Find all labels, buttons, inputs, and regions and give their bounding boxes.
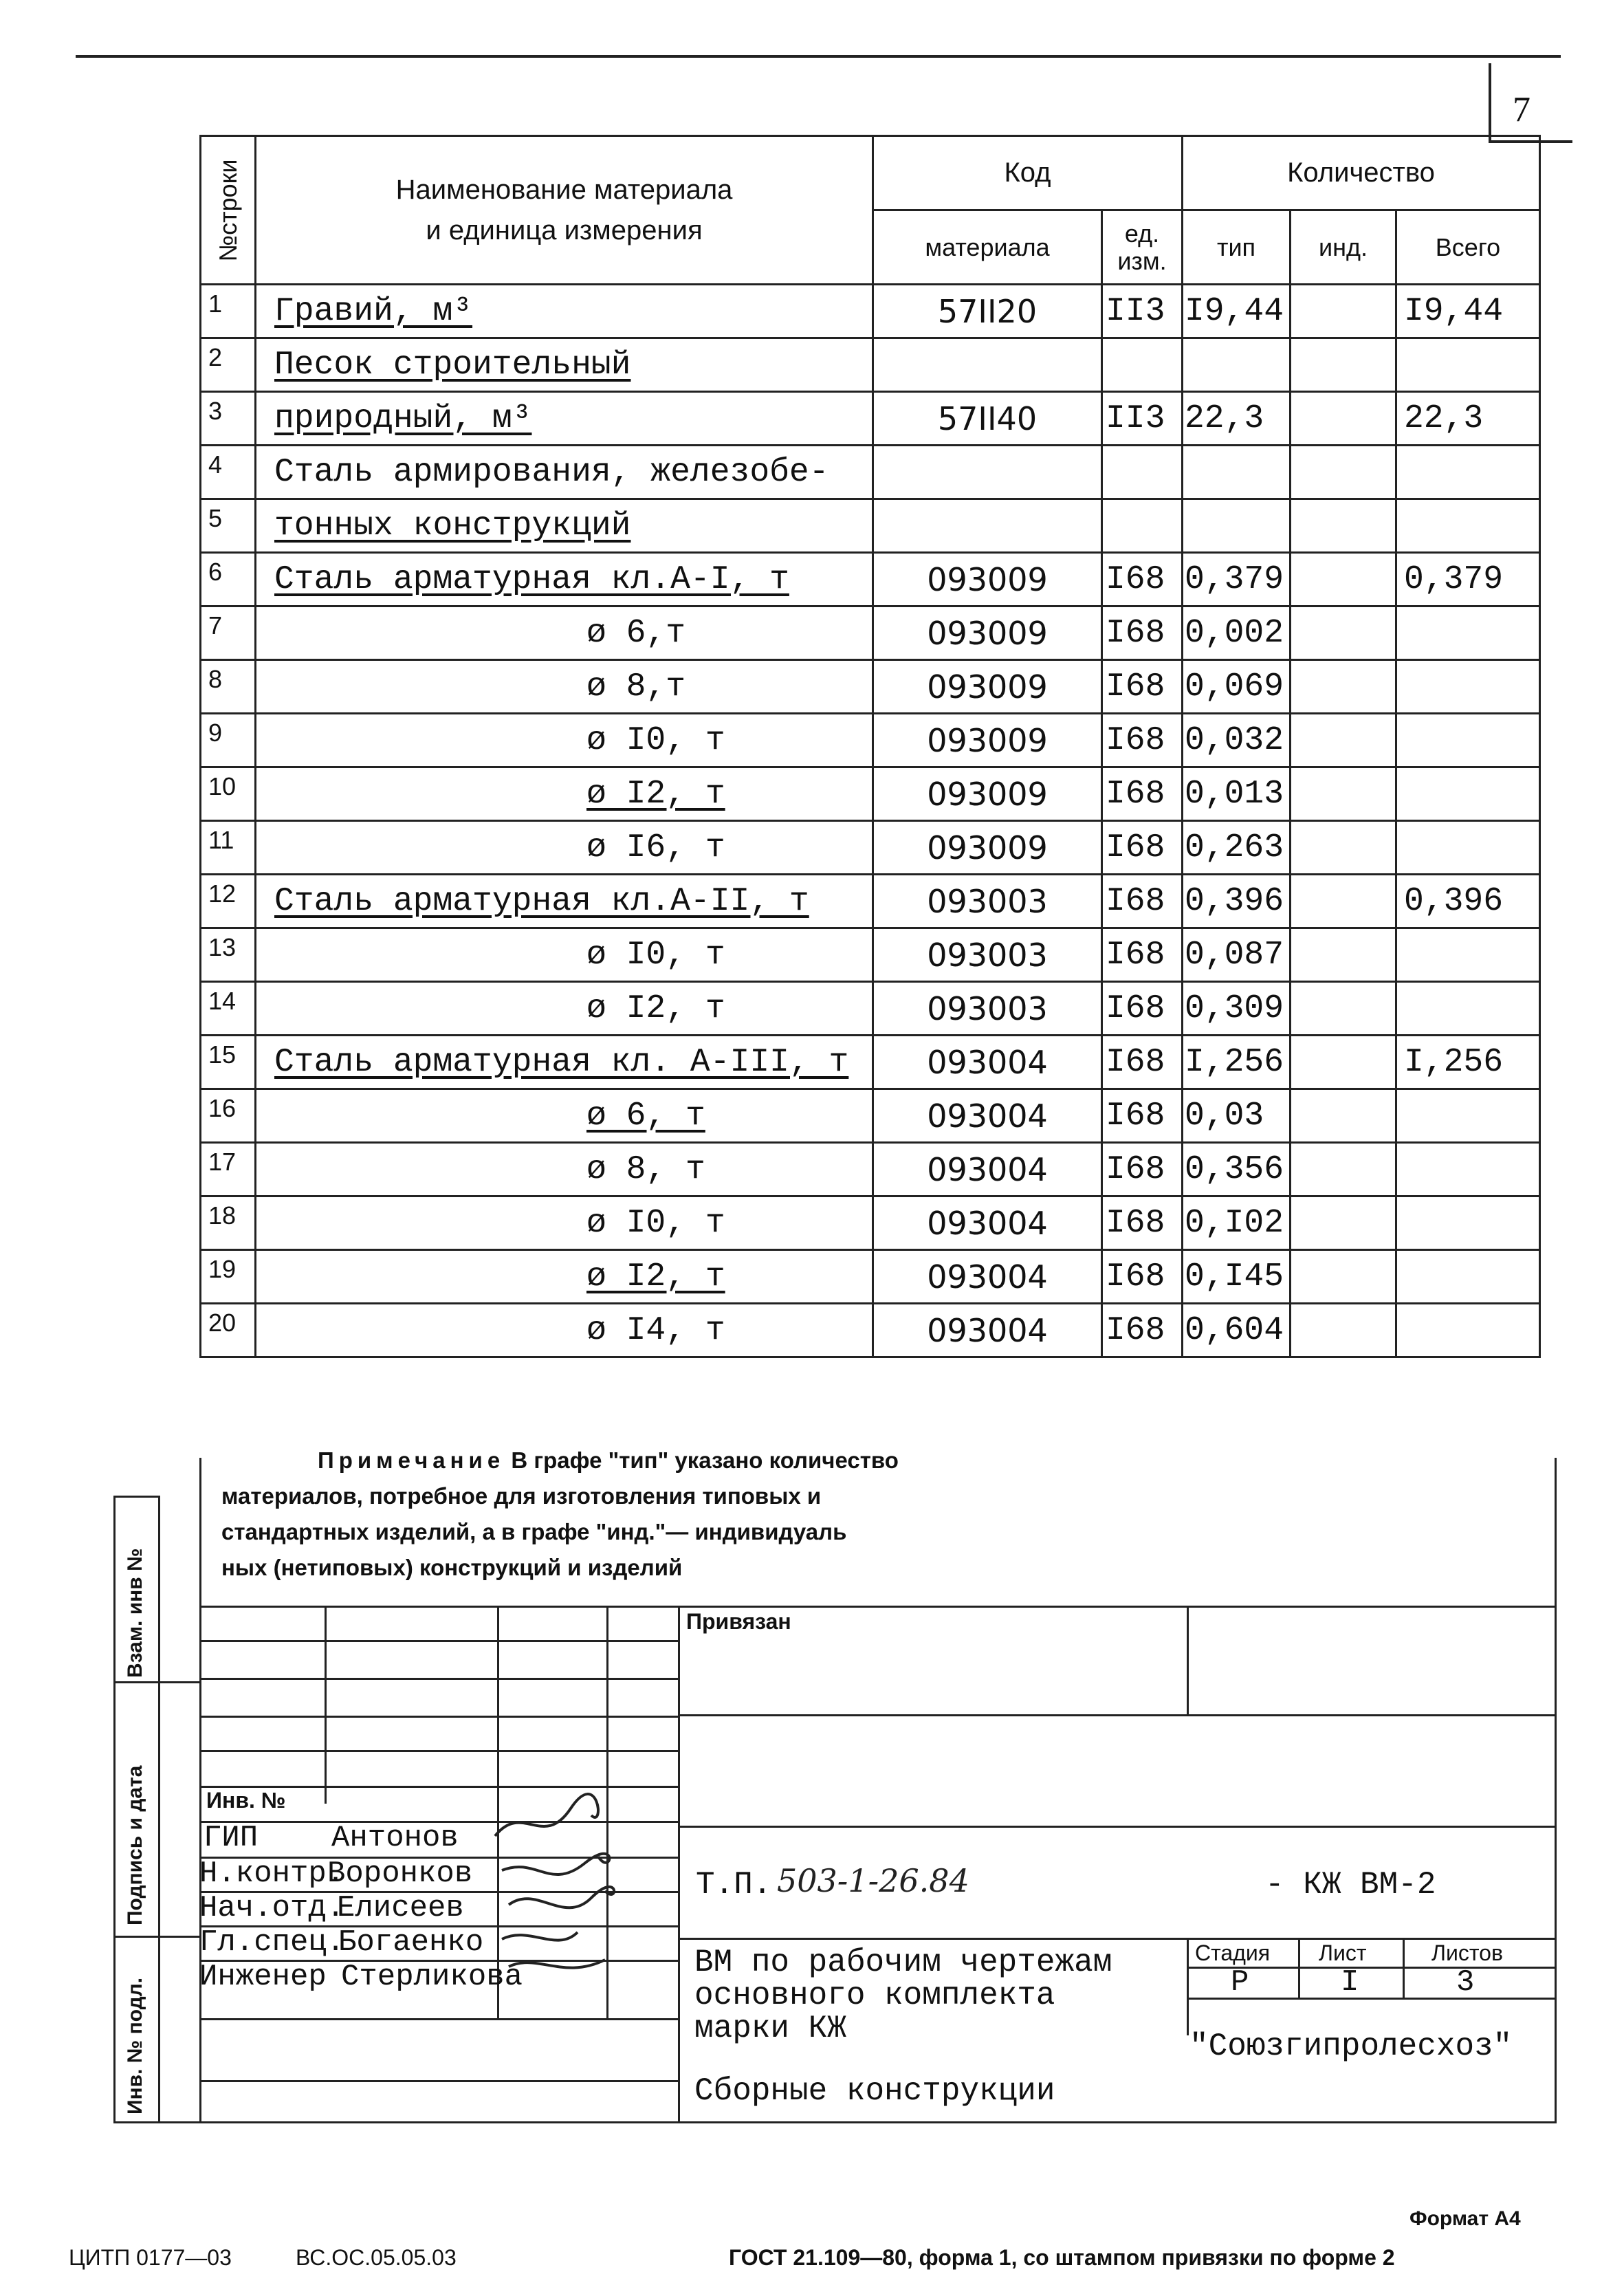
qty-type: 0,356 bbox=[1183, 1143, 1291, 1196]
table-row bbox=[201, 1250, 1540, 1304]
qty-total bbox=[1396, 714, 1540, 767]
privyazan-label: Привязан bbox=[686, 1609, 791, 1634]
side-label-podpis-data: Подпись и дата bbox=[124, 1765, 146, 1925]
row-number: 6 bbox=[201, 553, 256, 606]
header-row-number: №строки bbox=[201, 136, 256, 285]
staff-name: Богаенко bbox=[338, 1925, 484, 1960]
qty-total bbox=[1396, 606, 1540, 660]
row-number: 13 bbox=[201, 928, 256, 982]
top-border-line bbox=[76, 55, 1561, 58]
material-name: ø 8, т bbox=[256, 1143, 873, 1196]
unit-code: I68 bbox=[1102, 875, 1183, 928]
qty-type: 0,I02 bbox=[1183, 1196, 1291, 1250]
material-code: 093004 bbox=[873, 1250, 1102, 1304]
row-number: 1 bbox=[201, 285, 256, 338]
table-row bbox=[201, 338, 1540, 392]
material-name: природный, м³ bbox=[256, 392, 873, 446]
note-text: В графе "тип" указано количество bbox=[511, 1447, 899, 1473]
staff-role: Н.контр. bbox=[199, 1857, 345, 1891]
header-code: Код bbox=[873, 136, 1183, 210]
doc-subtitle: Сборные конструкции bbox=[694, 2073, 1055, 2109]
qty-type: 0,002 bbox=[1183, 606, 1291, 660]
qty-type: 0,069 bbox=[1183, 660, 1291, 714]
material-code: 093004 bbox=[873, 1089, 1102, 1143]
footer-left: ЦИТП 0177—03 bbox=[69, 2245, 232, 2270]
qty-ind bbox=[1291, 982, 1396, 1036]
material-name: ø I4, т bbox=[256, 1304, 873, 1357]
table-row bbox=[201, 1304, 1540, 1357]
staff-name: Елисеев bbox=[337, 1891, 464, 1925]
note-title: Примечание bbox=[318, 1447, 505, 1473]
material-code: 093004 bbox=[873, 1036, 1102, 1089]
qty-type bbox=[1183, 338, 1291, 392]
unit-code: I68 bbox=[1102, 553, 1183, 606]
unit-code: I68 bbox=[1102, 1143, 1183, 1196]
qty-type: 0,604 bbox=[1183, 1304, 1291, 1357]
format-label: Формат А4 bbox=[1409, 2207, 1521, 2230]
qty-ind bbox=[1291, 1089, 1396, 1143]
qty-ind bbox=[1291, 1143, 1396, 1196]
doc-prefix: Т.П. bbox=[696, 1867, 772, 1903]
qty-ind bbox=[1291, 338, 1396, 392]
table-row bbox=[201, 606, 1540, 660]
qty-total bbox=[1396, 446, 1540, 499]
table-row bbox=[201, 714, 1540, 767]
row-number: 12 bbox=[201, 875, 256, 928]
qty-ind bbox=[1291, 392, 1396, 446]
qty-total bbox=[1396, 1089, 1540, 1143]
note-block bbox=[221, 1443, 1046, 1586]
qty-type: 0,I45 bbox=[1183, 1250, 1291, 1304]
material-code: 093004 bbox=[873, 1143, 1102, 1196]
unit-code: I68 bbox=[1102, 767, 1183, 821]
staff-role: ГИП bbox=[204, 1821, 259, 1855]
material-name: ø I0, т bbox=[256, 714, 873, 767]
unit-code: I68 bbox=[1102, 1036, 1183, 1089]
staff-name: Воронков bbox=[327, 1857, 473, 1891]
header-name: Наименование материала и единица измерения bbox=[256, 136, 873, 285]
material-name: ø I2, т bbox=[256, 1250, 873, 1304]
stage-label: Стадия bbox=[1195, 1940, 1271, 1965]
material-name: ø I0, т bbox=[256, 1196, 873, 1250]
sheets-label: Листов bbox=[1431, 1940, 1503, 1965]
material-code: 093009 bbox=[873, 660, 1102, 714]
qty-total: 22,3 bbox=[1396, 392, 1540, 446]
row-number: 17 bbox=[201, 1143, 256, 1196]
material-name: ø 8,т bbox=[256, 660, 873, 714]
material-name: Сталь арматурная кл.А-II, т bbox=[256, 875, 873, 928]
qty-type: 22,3 bbox=[1183, 392, 1291, 446]
unit-code: I68 bbox=[1102, 660, 1183, 714]
table-row bbox=[201, 1089, 1540, 1143]
unit-code: II3 bbox=[1102, 285, 1183, 338]
qty-type: 0,032 bbox=[1183, 714, 1291, 767]
qty-ind bbox=[1291, 499, 1396, 553]
material-code: 093003 bbox=[873, 982, 1102, 1036]
row-number: 7 bbox=[201, 606, 256, 660]
footer-right: ГОСТ 21.109—80, форма 1, со штампом привязки по форме 2 bbox=[729, 2245, 1395, 2270]
qty-ind bbox=[1291, 875, 1396, 928]
stage-value: Р bbox=[1231, 1965, 1249, 2000]
header-code-material: материала bbox=[873, 210, 1102, 285]
unit-code: I68 bbox=[1102, 928, 1183, 982]
row-number: 20 bbox=[201, 1304, 256, 1357]
header-quantity: Количество bbox=[1183, 136, 1540, 210]
unit-code: I68 bbox=[1102, 821, 1183, 875]
material-code: 093004 bbox=[873, 1304, 1102, 1357]
materials-table bbox=[199, 135, 1541, 1358]
qty-ind bbox=[1291, 1250, 1396, 1304]
footer-mid: ВС.ОС.05.05.03 bbox=[296, 2245, 457, 2270]
unit-code: I68 bbox=[1102, 982, 1183, 1036]
qty-ind bbox=[1291, 285, 1396, 338]
material-code: 093003 bbox=[873, 875, 1102, 928]
qty-type: I,256 bbox=[1183, 1036, 1291, 1089]
doc-title: ВМ по рабочим чертежам основного комплекта марки КЖ bbox=[694, 1945, 1112, 2046]
unit-code bbox=[1102, 338, 1183, 392]
row-number: 19 bbox=[201, 1250, 256, 1304]
material-code: 093009 bbox=[873, 767, 1102, 821]
organization-name: "Союзгипролесхоз" bbox=[1189, 2029, 1513, 2064]
qty-total: I9,44 bbox=[1396, 285, 1540, 338]
table-row bbox=[201, 928, 1540, 982]
qty-ind bbox=[1291, 821, 1396, 875]
table-row bbox=[201, 767, 1540, 821]
table-row bbox=[201, 392, 1540, 446]
table-row bbox=[201, 660, 1540, 714]
staff-role: Инженер bbox=[199, 1960, 327, 1994]
material-code: 093004 bbox=[873, 1196, 1102, 1250]
row-number: 18 bbox=[201, 1196, 256, 1250]
qty-type: 0,396 bbox=[1183, 875, 1291, 928]
qty-total bbox=[1396, 660, 1540, 714]
qty-total bbox=[1396, 982, 1540, 1036]
unit-code: II3 bbox=[1102, 392, 1183, 446]
sheet-value: I bbox=[1341, 1965, 1359, 2000]
table-row bbox=[201, 1196, 1540, 1250]
unit-code: I68 bbox=[1102, 714, 1183, 767]
unit-code bbox=[1102, 499, 1183, 553]
qty-ind bbox=[1291, 553, 1396, 606]
row-number: 8 bbox=[201, 660, 256, 714]
header-qty-ind: инд. bbox=[1291, 210, 1396, 285]
material-code: 093009 bbox=[873, 606, 1102, 660]
table-row bbox=[201, 285, 1540, 338]
material-name: Сталь арматурная кл. А-III, т bbox=[256, 1036, 873, 1089]
unit-code: I68 bbox=[1102, 1250, 1183, 1304]
material-name: Сталь армирования, железобе- bbox=[256, 446, 873, 499]
qty-ind bbox=[1291, 606, 1396, 660]
material-name: Песок строительный bbox=[256, 338, 873, 392]
qty-ind bbox=[1291, 1196, 1396, 1250]
table-body bbox=[201, 285, 1540, 1357]
row-number: 10 bbox=[201, 767, 256, 821]
unit-code: I68 bbox=[1102, 1196, 1183, 1250]
material-name: Сталь арматурная кл.А-I, т bbox=[256, 553, 873, 606]
doc-number: 503-1-26.84 bbox=[777, 1862, 969, 1899]
unit-code: I68 bbox=[1102, 1304, 1183, 1357]
page-number-box bbox=[1489, 63, 1572, 143]
row-number: 14 bbox=[201, 982, 256, 1036]
qty-type: 0,379 bbox=[1183, 553, 1291, 606]
qty-total bbox=[1396, 1196, 1540, 1250]
sheets-value: 3 bbox=[1456, 1965, 1475, 2000]
material-code bbox=[873, 499, 1102, 553]
qty-total: 0,396 bbox=[1396, 875, 1540, 928]
table-row bbox=[201, 1036, 1540, 1089]
qty-type: 0,263 bbox=[1183, 821, 1291, 875]
inv-no-label: Инв. № bbox=[206, 1788, 286, 1813]
material-name: ø 6, т bbox=[256, 1089, 873, 1143]
material-code: 093009 bbox=[873, 714, 1102, 767]
material-name: ø I6, т bbox=[256, 821, 873, 875]
table-header-row-1 bbox=[201, 136, 1540, 210]
staff-name: Стерликова bbox=[341, 1960, 523, 1994]
row-number: 3 bbox=[201, 392, 256, 446]
table-row bbox=[201, 1143, 1540, 1196]
material-code: 093009 bbox=[873, 553, 1102, 606]
material-name: ø 6,т bbox=[256, 606, 873, 660]
qty-total bbox=[1396, 1143, 1540, 1196]
side-label-vzam-inv: Взам. инв № bbox=[124, 1548, 146, 1678]
qty-total: 0,379 bbox=[1396, 553, 1540, 606]
qty-ind bbox=[1291, 714, 1396, 767]
qty-ind bbox=[1291, 928, 1396, 982]
qty-type bbox=[1183, 446, 1291, 499]
unit-code: I68 bbox=[1102, 1089, 1183, 1143]
header-code-unit: ед. изм. bbox=[1102, 210, 1183, 285]
qty-total bbox=[1396, 1304, 1540, 1357]
row-number: 16 bbox=[201, 1089, 256, 1143]
qty-type: 0,309 bbox=[1183, 982, 1291, 1036]
note-line-2: материалов, потребное для изготовления типовых и bbox=[221, 1483, 822, 1509]
qty-type: 0,013 bbox=[1183, 767, 1291, 821]
qty-total bbox=[1396, 499, 1540, 553]
material-code: 093003 bbox=[873, 928, 1102, 982]
material-name: ø I0, т bbox=[256, 928, 873, 982]
material-code: 57II40 bbox=[873, 392, 1102, 446]
unit-code: I68 bbox=[1102, 606, 1183, 660]
header-qty-type: тип bbox=[1183, 210, 1291, 285]
qty-ind bbox=[1291, 660, 1396, 714]
material-code bbox=[873, 338, 1102, 392]
material-code: 57II20 bbox=[873, 285, 1102, 338]
note-line-4: ных (нетиповых) конструкций и изделий bbox=[221, 1555, 683, 1580]
qty-ind bbox=[1291, 1304, 1396, 1357]
qty-total bbox=[1396, 928, 1540, 982]
row-number: 2 bbox=[201, 338, 256, 392]
table-row bbox=[201, 553, 1540, 606]
qty-total: I,256 bbox=[1396, 1036, 1540, 1089]
material-name: тонных конструкций bbox=[256, 499, 873, 553]
signature-scribbles bbox=[481, 1788, 674, 1994]
qty-type bbox=[1183, 499, 1291, 553]
sheet-label: Лист bbox=[1319, 1940, 1367, 1965]
qty-total bbox=[1396, 821, 1540, 875]
doc-suffix: - КЖ ВМ-2 bbox=[1265, 1867, 1436, 1903]
table-row bbox=[201, 875, 1540, 928]
material-code: 093009 bbox=[873, 821, 1102, 875]
qty-ind bbox=[1291, 446, 1396, 499]
qty-total bbox=[1396, 767, 1540, 821]
row-number: 5 bbox=[201, 499, 256, 553]
page-number: 7 bbox=[1513, 90, 1530, 129]
header-qty-total: Всего bbox=[1396, 210, 1540, 285]
table-row bbox=[201, 446, 1540, 499]
qty-ind bbox=[1291, 767, 1396, 821]
table-row bbox=[201, 499, 1540, 553]
table-row bbox=[201, 821, 1540, 875]
qty-type: 0,03 bbox=[1183, 1089, 1291, 1143]
material-name: Гравий, м³ bbox=[256, 285, 873, 338]
staff-role: Нач.отд. bbox=[199, 1891, 345, 1925]
qty-total bbox=[1396, 1250, 1540, 1304]
staff-name: Антонов bbox=[331, 1821, 459, 1855]
row-number: 11 bbox=[201, 821, 256, 875]
staff-role: Гл.спец. bbox=[199, 1925, 345, 1960]
note-line-3: стандартных изделий, а в графе "инд."— индивидуаль bbox=[221, 1519, 847, 1544]
unit-code bbox=[1102, 446, 1183, 499]
side-label-inv-podl: Инв. № подл. bbox=[124, 1977, 146, 2114]
qty-ind bbox=[1291, 1036, 1396, 1089]
material-code bbox=[873, 446, 1102, 499]
row-number: 9 bbox=[201, 714, 256, 767]
table-row bbox=[201, 982, 1540, 1036]
material-name: ø I2, т bbox=[256, 767, 873, 821]
material-name: ø I2, т bbox=[256, 982, 873, 1036]
qty-total bbox=[1396, 338, 1540, 392]
qty-type: I9,44 bbox=[1183, 285, 1291, 338]
row-number: 4 bbox=[201, 446, 256, 499]
qty-type: 0,087 bbox=[1183, 928, 1291, 982]
row-number: 15 bbox=[201, 1036, 256, 1089]
